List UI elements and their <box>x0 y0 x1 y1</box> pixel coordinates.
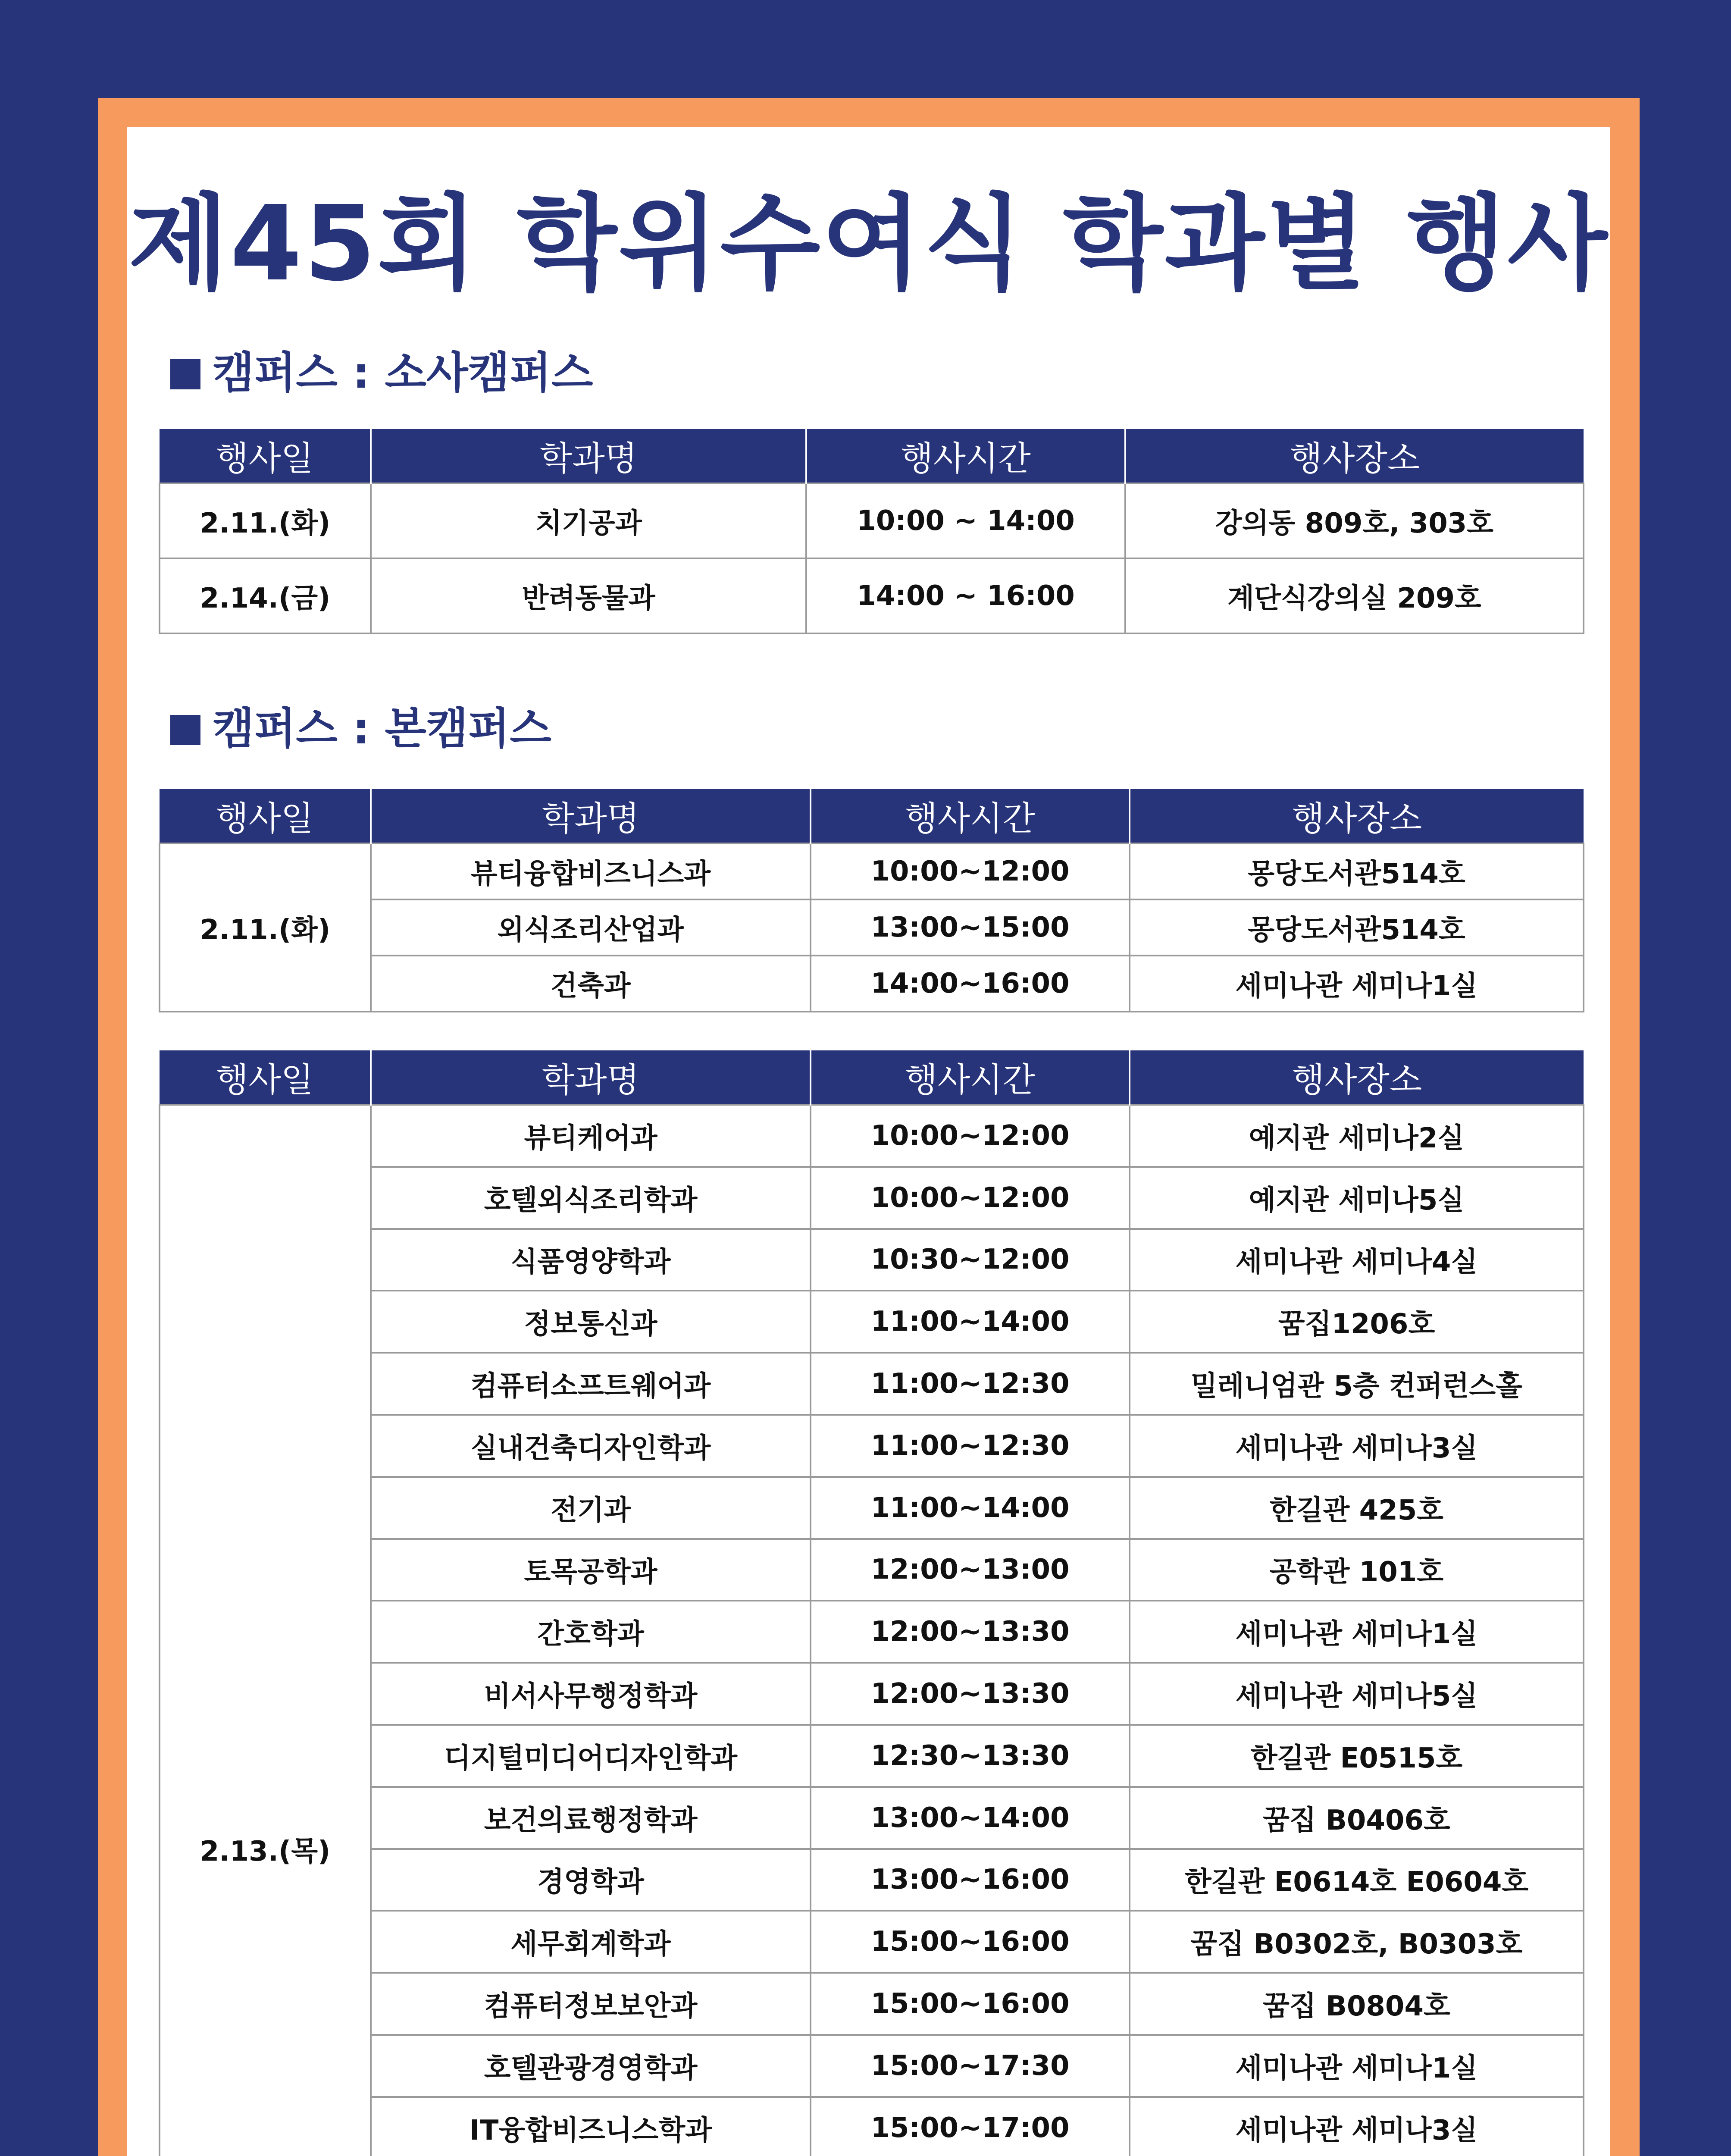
table-row <box>160 1539 1584 1601</box>
poster-title: 제45회 학위수여식 학과별 행사 <box>128 183 1609 304</box>
cell-time: 11:00~14:00 <box>811 1291 1130 1353</box>
cell-place: 세미나관 세미나1실 <box>1130 2035 1584 2097</box>
cell-dept: 반려동물과 <box>371 558 806 633</box>
cell-time: 12:00~13:30 <box>811 1663 1130 1725</box>
cell-dept: IT융합비즈니스학과 <box>371 2097 811 2156</box>
header-time: 행사시간 <box>806 429 1125 483</box>
cell-dept: 정보통신과 <box>371 1291 811 1353</box>
cell-time: 10:00~12:00 <box>811 1105 1130 1167</box>
square-bullet-icon <box>170 359 200 389</box>
cell-place: 한길관 E0515호 <box>1130 1725 1584 1787</box>
table-row <box>160 843 1584 899</box>
cell-time: 12:30~13:30 <box>811 1725 1130 1787</box>
table-row <box>160 558 1584 633</box>
section-heading-sosa <box>170 347 593 399</box>
cell-place: 세미나관 세미나3실 <box>1130 1415 1584 1477</box>
cell-place: 세미나관 세미나3실 <box>1130 2097 1584 2156</box>
orange-border-frame <box>98 98 1640 2156</box>
header-time: 행사시간 <box>811 1050 1130 1105</box>
cell-dept: 호텔관광경영학과 <box>371 2035 811 2097</box>
cell-time: 15:00~17:30 <box>811 2035 1130 2097</box>
bon-schedule-table-2 <box>159 1050 1584 2156</box>
square-bullet-icon <box>170 715 200 745</box>
table-row <box>160 1477 1584 1539</box>
cell-place: 세미나관 세미나1실 <box>1130 956 1584 1012</box>
cell-time: 10:00 ~ 14:00 <box>806 483 1125 558</box>
header-dept: 학과명 <box>371 1050 811 1105</box>
cell-dept: 컴퓨터소프트웨어과 <box>371 1353 811 1415</box>
bon-table-2-body <box>160 1105 1584 2156</box>
cell-time: 11:00~12:30 <box>811 1353 1130 1415</box>
cell-time: 14:00~16:00 <box>811 956 1130 1012</box>
section-heading-text: 캠퍼스 : 본캠퍼스 <box>213 703 551 754</box>
cell-place: 몽당도서관514호 <box>1130 899 1584 956</box>
table-row <box>160 1849 1584 1911</box>
cell-time: 13:00~14:00 <box>811 1787 1130 1849</box>
cell-dept: 전기과 <box>371 1477 811 1539</box>
table-row <box>160 2035 1584 2097</box>
cell-time: 10:30~12:00 <box>811 1229 1130 1291</box>
table-header-row <box>160 789 1584 843</box>
table-row <box>160 1105 1584 1167</box>
cell-dept: 식품영양학과 <box>371 1229 811 1291</box>
cell-place: 예지관 세미나2실 <box>1130 1105 1584 1167</box>
cell-time: 15:00~16:00 <box>811 1911 1130 1973</box>
bon-schedule-table-1 <box>159 789 1584 1012</box>
cell-dept: 호텔외식조리학과 <box>371 1167 811 1229</box>
bon-table-1-body <box>160 843 1584 1012</box>
header-dept: 학과명 <box>371 429 806 483</box>
cell-place: 꿈집 B0406호 <box>1130 1787 1584 1849</box>
cell-time: 12:00~13:00 <box>811 1539 1130 1601</box>
cell-time: 11:00~12:30 <box>811 1415 1130 1477</box>
table-row <box>160 2097 1584 2156</box>
cell-dept: 건축과 <box>371 956 811 1012</box>
cell-place: 꿈집 B0302호, B0303호 <box>1130 1911 1584 1973</box>
cell-dept: 토목공학과 <box>371 1539 811 1601</box>
cell-dept: 세무회계학과 <box>371 1911 811 1973</box>
cell-dept: 뷰티케어과 <box>371 1105 811 1167</box>
table-row <box>160 1663 1584 1725</box>
cell-place: 계단식강의실 209호 <box>1125 558 1584 633</box>
table-row <box>160 1415 1584 1477</box>
header-date: 행사일 <box>160 1050 371 1105</box>
cell-time: 10:00~12:00 <box>811 1167 1130 1229</box>
cell-place: 공학관 101호 <box>1130 1539 1584 1601</box>
cell-dept: 컴퓨터정보보안과 <box>371 1973 811 2035</box>
cell-time: 15:00~17:00 <box>811 2097 1130 2156</box>
table-row <box>160 1353 1584 1415</box>
header-place: 행사장소 <box>1130 789 1584 843</box>
cell-date: 2.13.(목) <box>160 1105 371 2156</box>
cell-dept: 간호학과 <box>371 1601 811 1663</box>
table-row <box>160 1973 1584 2035</box>
cell-place: 세미나관 세미나1실 <box>1130 1601 1584 1663</box>
cell-time: 10:00~12:00 <box>811 843 1130 899</box>
header-time: 행사시간 <box>811 789 1130 843</box>
cell-date: 2.14.(금) <box>160 558 371 633</box>
cell-time: 13:00~15:00 <box>811 899 1130 956</box>
cell-dept: 치기공과 <box>371 483 806 558</box>
cell-place: 밀레니엄관 5층 컨퍼런스홀 <box>1130 1353 1584 1415</box>
cell-place: 예지관 세미나5실 <box>1130 1167 1584 1229</box>
cell-dept: 보건의료행정학과 <box>371 1787 811 1849</box>
cell-dept: 디지털미디어디자인학과 <box>371 1725 811 1787</box>
cell-place: 한길관 E0614호 E0604호 <box>1130 1849 1584 1911</box>
table-row <box>160 1229 1584 1291</box>
cell-time: 14:00 ~ 16:00 <box>806 558 1125 633</box>
section-heading-text: 캠퍼스 : 소사캠퍼스 <box>213 348 593 398</box>
cell-date: 2.11.(화) <box>160 843 371 1012</box>
table-row <box>160 1911 1584 1973</box>
header-place: 행사장소 <box>1125 429 1584 483</box>
cell-dept: 비서사무행정학과 <box>371 1663 811 1725</box>
table-row <box>160 1291 1584 1353</box>
table-row <box>160 1787 1584 1849</box>
cell-dept: 실내건축디자인학과 <box>371 1415 811 1477</box>
cell-date: 2.11.(화) <box>160 483 371 558</box>
cell-dept: 뷰티융합비즈니스과 <box>371 843 811 899</box>
cell-place: 세미나관 세미나5실 <box>1130 1663 1584 1725</box>
table-header-row <box>160 429 1584 483</box>
header-date: 행사일 <box>160 789 371 843</box>
table-header-row <box>160 1050 1584 1105</box>
table-row <box>160 899 1584 956</box>
poster-content <box>127 127 1610 2156</box>
cell-place: 꿈집 B0804호 <box>1130 1973 1584 2035</box>
cell-place: 세미나관 세미나4실 <box>1130 1229 1584 1291</box>
table-row <box>160 956 1584 1012</box>
header-place: 행사장소 <box>1130 1050 1584 1105</box>
section-heading-bon <box>170 703 551 755</box>
cell-time: 13:00~16:00 <box>811 1849 1130 1911</box>
table-row <box>160 1167 1584 1229</box>
cell-time: 11:00~14:00 <box>811 1477 1130 1539</box>
cell-place: 강의동 809호, 303호 <box>1125 483 1584 558</box>
table-row <box>160 1601 1584 1663</box>
header-dept: 학과명 <box>371 789 811 843</box>
cell-dept: 외식조리산업과 <box>371 899 811 956</box>
cell-dept: 경영학과 <box>371 1849 811 1911</box>
cell-time: 15:00~16:00 <box>811 1973 1130 2035</box>
cell-place: 꿈집1206호 <box>1130 1291 1584 1353</box>
header-date: 행사일 <box>160 429 371 483</box>
table-row <box>160 1725 1584 1787</box>
sosa-schedule-table <box>159 429 1584 634</box>
cell-place: 한길관 425호 <box>1130 1477 1584 1539</box>
cell-time: 12:00~13:30 <box>811 1601 1130 1663</box>
cell-place: 몽당도서관514호 <box>1130 843 1584 899</box>
table-row <box>160 483 1584 558</box>
